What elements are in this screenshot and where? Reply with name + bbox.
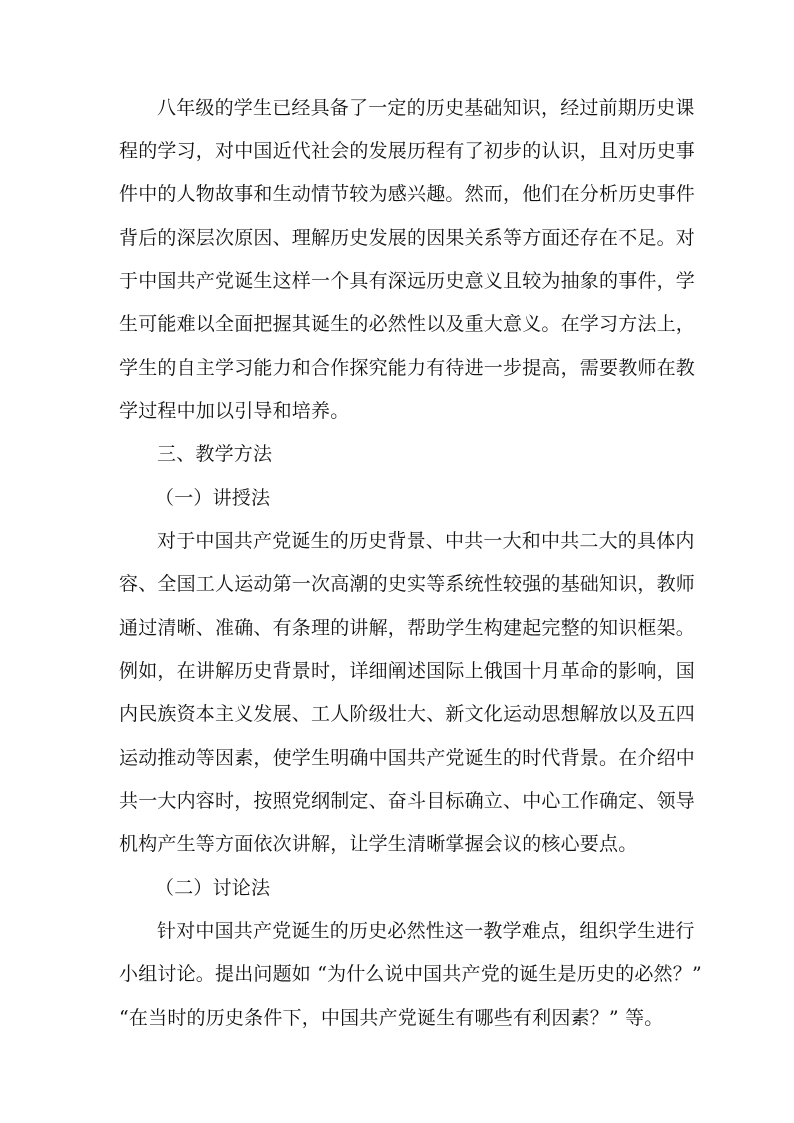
paragraph-line: 共一大内容时，按照党纲制定、奋斗目标确立、中心工作确定、领导 <box>119 790 696 812</box>
paragraph-line: 学过程中加以引导和培养。 <box>119 400 350 422</box>
paragraph-line: 件中的人物故事和生动情节较为感兴趣。然而，他们在分析历史事件 <box>119 183 696 205</box>
subsection-heading: （一）讲授法 <box>155 487 271 509</box>
paragraph-line: 背后的深层次原因、理解历史发展的因果关系等方面还存在不足。对 <box>119 227 696 249</box>
paragraph-line: 例如，在讲解历史背景时，详细阐述国际上俄国十月革命的影响，国 <box>119 660 696 682</box>
paragraph-line: 于中国共产党诞生这样一个具有深远历史意义且较为抽象的事件，学 <box>119 270 696 292</box>
paragraph-line: 对于中国共产党诞生的历史背景、中共一大和中共二大的具体内 <box>157 530 695 552</box>
paragraph-line: 八年级的学生已经具备了一定的历史基础知识，经过前期历史课 <box>157 97 695 119</box>
paragraph-line: 容、全国工人运动第一次高潮的史实等系统性较强的基础知识，教师 <box>119 573 696 595</box>
subsection-heading: （二）讨论法 <box>155 877 271 899</box>
paragraph-line: “在当时的历史条件下，中国共产党诞生有哪些有利因素？” 等。 <box>119 1007 664 1029</box>
paragraph-line: 针对中国共产党诞生的历史必然性这一教学难点，组织学生进行 <box>157 920 695 942</box>
paragraph-line: 运动推动等因素，使学生明确中国共产党诞生的时代背景。在介绍中 <box>119 747 696 769</box>
paragraph-line: 程的学习，对中国近代社会的发展历程有了初步的认识，且对历史事 <box>119 140 696 162</box>
paragraph-line: 机构产生等方面依次讲解，让学生清晰掌握会议的核心要点。 <box>119 833 638 855</box>
section-heading: 三、教学方法 <box>157 443 273 465</box>
paragraph-line: 小组讨论。提出问题如 “为什么说中国共产党的诞生是历史的必然？” <box>119 963 702 985</box>
paragraph-line: 生可能难以全面把握其诞生的必然性以及重大意义。在学习方法上， <box>119 313 696 335</box>
paragraph-line: 通过清晰、准确、有条理的讲解，帮助学生构建起完整的知识框架。 <box>119 617 696 639</box>
paragraph-line: 学生的自主学习能力和合作探究能力有待进一步提高，需要教师在教 <box>119 357 696 379</box>
paragraph-line: 内民族资本主义发展、工人阶级壮大、新文化运动思想解放以及五四 <box>119 703 696 725</box>
